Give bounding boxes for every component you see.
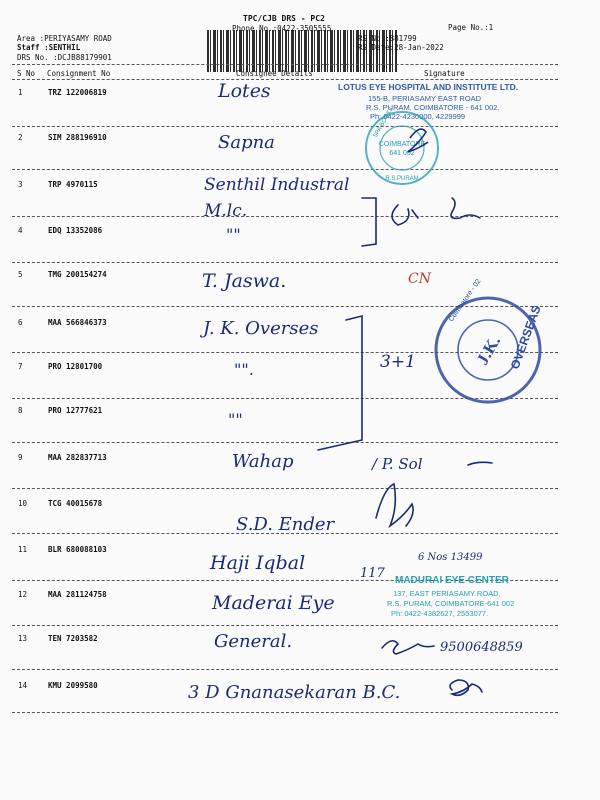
row-consignment: TRZ 122006819: [48, 88, 107, 97]
row11-consignee-handwriting: Haji Iqbal: [210, 552, 306, 574]
row-sno: 14: [18, 681, 28, 690]
row-consignment: BLR 680088103: [48, 545, 107, 554]
row-consignment: TRP 4970115: [48, 180, 98, 189]
rs-number: RS No.:881799: [358, 34, 417, 43]
row-sno: 6: [18, 318, 23, 327]
row12-phone-handwriting: 9500648859: [440, 640, 523, 655]
row-sno: 11: [18, 545, 28, 554]
row2-consignee-handwriting: Sapna: [218, 132, 275, 153]
row-consignment: KMU 2099580: [48, 681, 98, 690]
svg-text:J.K.: J.K.: [472, 332, 505, 369]
col-consignment: Consignment No: [47, 69, 111, 78]
row-consignment: MAA 566846373: [48, 318, 107, 327]
staff-label: Staff :SENTHIL: [17, 43, 81, 52]
row14-consignee-handwriting: 3 D Gnanasekaran B.C.: [188, 682, 401, 703]
row-sno: 2: [18, 133, 23, 142]
row-consignment: MAA 281124758: [48, 590, 107, 599]
svg-text:R.S.PURAM: R.S.PURAM: [385, 176, 419, 182]
row10-consignee-handwriting: S.D. Ender: [236, 514, 335, 535]
svg-text:Coimbatore - 02: Coimbatore - 02: [447, 278, 483, 324]
three-plus-one-annotation: 3+1: [380, 352, 416, 372]
row-sno: 12: [18, 590, 28, 599]
row-sno: 8: [18, 406, 23, 415]
row-consignment: TEN 7203582: [48, 634, 98, 643]
drs-number: DRS No. :DCJB88179901: [17, 53, 112, 62]
row11-number-handwriting: 117: [360, 566, 385, 581]
lotus-stamp-line2: R.S. PURAM, COIMBATORE - 641 002.: [366, 103, 500, 112]
row-sno: 5: [18, 270, 23, 279]
row13-consignee-handwriting: General.: [214, 631, 293, 652]
row9-signature-handwriting: / P. Sol: [372, 455, 423, 473]
row-sno: 1: [18, 88, 23, 97]
madurai-stamp-line1: 137, EAST PERIASAMY ROAD,: [393, 589, 501, 598]
madurai-stamp-name: MADURAI EYE CENTER: [395, 575, 509, 586]
row-consignment: PRO 12801700: [48, 362, 103, 371]
col-signature: Signature: [424, 69, 465, 78]
madurai-stamp-line3: Ph: 0422-4382627, 2553077.: [391, 609, 489, 618]
row8-consignee-handwriting: "": [228, 410, 243, 429]
rs-date: RS Date:28-Jan-2022: [358, 43, 444, 52]
cn-annotation: CN: [408, 271, 431, 287]
lotus-stamp-line1: 155-B, PERIASAMY EAST ROAD: [368, 94, 482, 103]
row-consignment: EDQ 13352086: [48, 226, 103, 235]
area-label: Area :PERIYASAMY ROAD: [17, 34, 112, 43]
row-sno: 9: [18, 453, 23, 462]
row-consignment: TCG 40015678: [48, 499, 103, 508]
row12-consignee-handwriting: Maderai Eye: [212, 592, 335, 614]
svg-text:OVERSEAS: OVERSEAS: [507, 303, 544, 372]
row5-consignee-handwriting: T. Jaswa.: [202, 270, 287, 292]
row-consignment: SIM 288196910: [48, 133, 107, 142]
svg-text:641 002: 641 002: [389, 150, 415, 157]
sheet-title: TPC/CJB DRS - PC2: [243, 14, 325, 23]
row-sno: 13: [18, 634, 28, 643]
row4-consignee-handwriting: "": [226, 225, 241, 244]
phone-number: Phone No.:0422-3505555: [232, 24, 332, 33]
page-number: Page No.:1: [448, 23, 494, 32]
row1-consignee-handwriting: Lotes: [218, 80, 271, 102]
row-consignment: MAA 282837713: [48, 453, 107, 462]
row-consignment: PRO 12777621: [48, 406, 103, 415]
row-sno: 4: [18, 226, 23, 235]
row-consignment: TMG 200154274: [48, 270, 107, 279]
madurai-stamp-line2: R.S. PURAM, COIMBATORE-641 002: [387, 599, 515, 608]
lotus-stamp-name: LOTUS EYE HOSPITAL AND INSTITUTE LTD.: [338, 82, 519, 92]
row7-consignee-handwriting: "".: [234, 360, 254, 379]
row6-consignee-handwriting: J. K. Overses: [203, 318, 319, 339]
row9-consignee-handwriting: Wahap: [232, 451, 294, 472]
row-sno: 10: [18, 499, 28, 508]
row3-consignee-handwriting: Senthil Industral M.lc.: [204, 175, 350, 221]
col-sno: S No: [17, 69, 36, 78]
lotus-stamp-line3: Ph: 0422-4230000, 4229999: [370, 112, 466, 121]
svg-text:SPA BOOKS: SPA BOOKS: [372, 106, 395, 139]
row11-extra-handwriting: 6 Nos 13499: [418, 552, 483, 563]
row-sno: 3: [18, 180, 23, 189]
svg-text:COIMBATORE: COIMBATORE: [378, 141, 426, 148]
col-consignee: Consignee Details: [236, 69, 313, 78]
row-sno: 7: [18, 362, 23, 371]
